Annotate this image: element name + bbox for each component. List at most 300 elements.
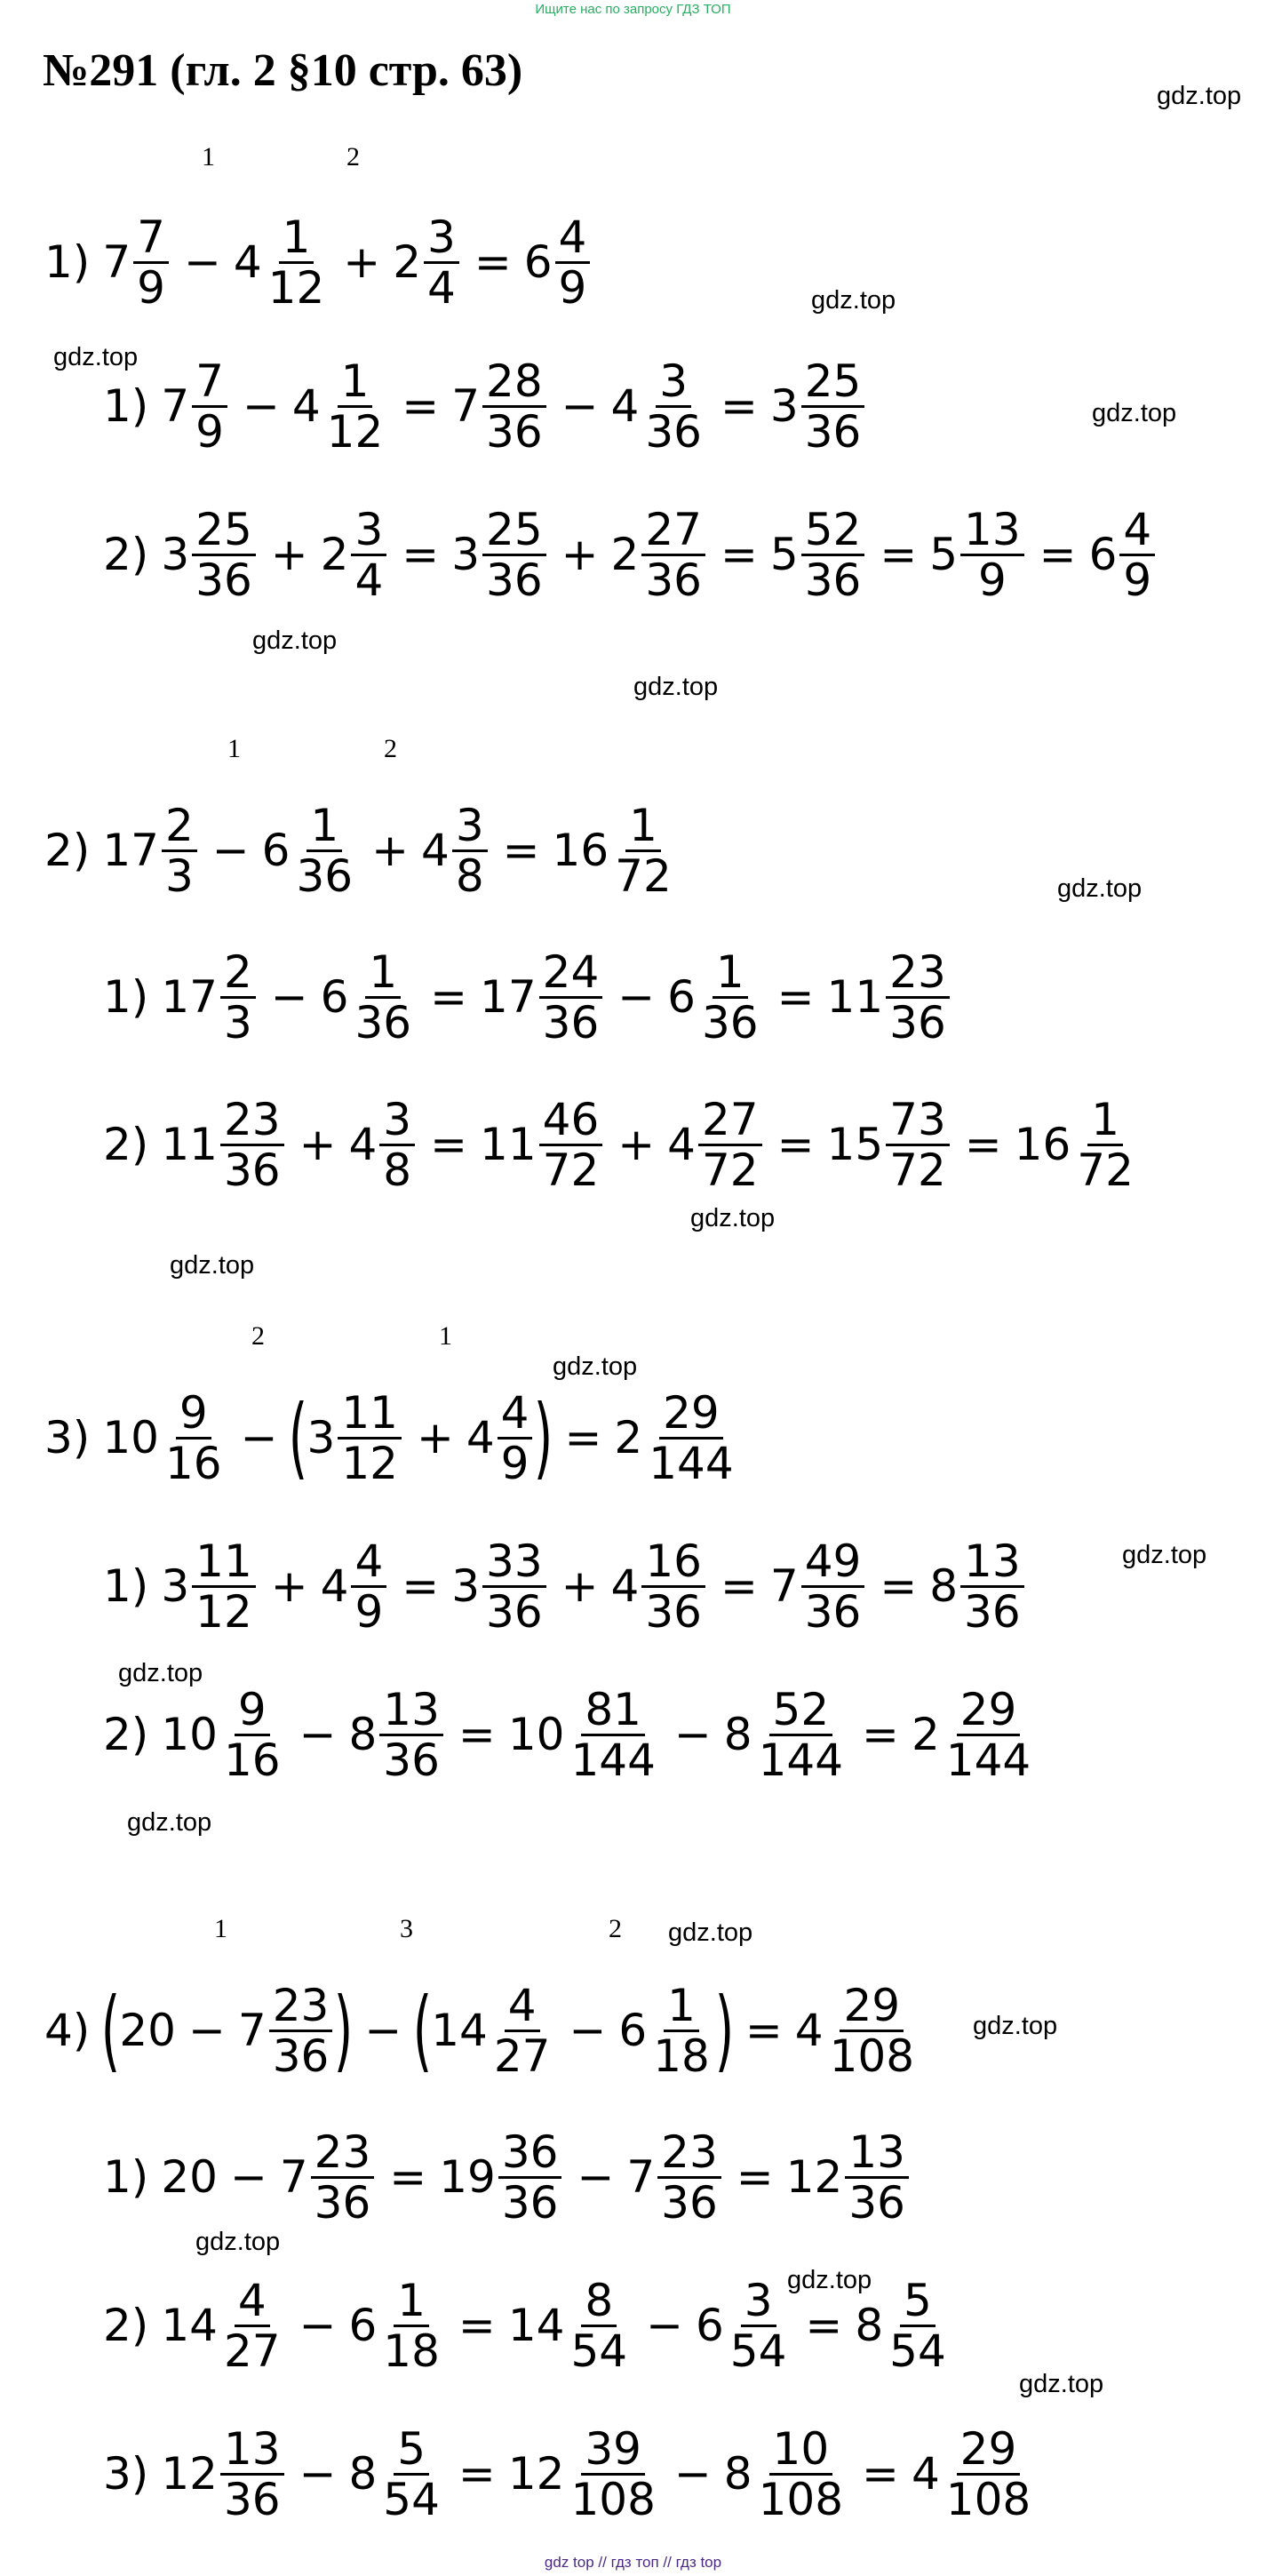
numerator: 7 <box>133 213 169 264</box>
whole: 4 <box>421 825 450 876</box>
fraction <box>482 357 546 456</box>
numerator: 1 <box>279 213 315 264</box>
denominator: 9 <box>558 261 587 314</box>
problem-2-step-1: 1) 17 $\frac{2}{3}$ − 6 $\frac{1}{36}$ = 17 $\frac{24}{36}$ − 6 $\frac{1}{36}$ = 11 $\frac{23}{36}$ <box>103 945 952 1049</box>
whole: 3 <box>451 1560 481 1612</box>
fraction <box>943 2422 1034 2525</box>
order-number: 1 <box>439 1321 452 1351</box>
fraction <box>567 1683 658 1786</box>
fraction <box>698 945 762 1049</box>
fraction <box>220 1683 284 1786</box>
watermark: gdz.top <box>127 1808 212 1837</box>
fraction <box>424 213 459 312</box>
denominator: 54 <box>383 2473 440 2525</box>
denominator: 4 <box>354 554 384 606</box>
left-paren: ( <box>101 1978 121 2082</box>
whole: 4 <box>291 380 321 432</box>
whole: 4 <box>610 1560 640 1612</box>
numerator: 29 <box>659 1389 723 1440</box>
problem-3-step-1: 1) 3 $\frac{11}{12}$ + 4 $\frac{4}{9}$ = 3 $\frac{33}{36}$ + 4 $\frac{16}{36}$ = 7 $\frac{49}{36}$ = 8 $\frac{13}{36}$ <box>103 1534 1027 1639</box>
denominator: 9 <box>500 1437 529 1489</box>
numerator: 4 <box>555 213 591 264</box>
whole: 2 <box>614 1412 643 1463</box>
denominator: 9 <box>977 554 1007 606</box>
numerator: 1 <box>625 802 661 852</box>
numerator: 3 <box>379 1096 415 1146</box>
fraction <box>351 1537 386 1636</box>
whole: 7 <box>102 236 131 288</box>
numerator: 28 <box>482 357 546 408</box>
whole: 10 <box>102 1412 159 1463</box>
denominator: 36 <box>223 1144 281 1196</box>
denominator: 36 <box>486 1585 543 1638</box>
denominator: 108 <box>570 2473 656 2525</box>
step-label: 1) <box>103 380 149 432</box>
footer-links[interactable]: gdz top // гдз топ // гдз top <box>544 2554 722 2571</box>
fraction <box>641 503 705 606</box>
whole: 11 <box>161 1119 218 1170</box>
whole: 6 <box>523 236 553 288</box>
fraction <box>641 1537 705 1636</box>
whole: 6 <box>667 971 696 1023</box>
numerator: 10 <box>769 2425 833 2476</box>
fraction <box>539 1093 603 1196</box>
fraction <box>220 2422 284 2525</box>
whole: 7 <box>237 2005 267 2056</box>
numerator: 13 <box>960 506 1024 556</box>
whole: 8 <box>929 1560 959 1612</box>
fraction <box>1073 1093 1137 1196</box>
numerator: 9 <box>176 1389 211 1440</box>
problem-4-step-2: 2) 14 $\frac{4}{27}$ − 6 $\frac{1}{18}$ = 14 $\frac{8}{54}$ − 6 $\frac{3}{54}$ = 8 $\frac{5}{54}$ <box>103 2273 952 2378</box>
numerator: 73 <box>886 1096 950 1146</box>
denominator: 16 <box>164 1437 222 1489</box>
fraction <box>1119 503 1155 606</box>
whole: 3 <box>451 529 481 580</box>
numerator: 4 <box>235 2277 270 2327</box>
denominator: 9 <box>137 261 165 314</box>
watermark: gdz.top <box>690 1204 776 1232</box>
fraction <box>162 1386 226 1489</box>
fraction <box>801 357 865 456</box>
whole: 7 <box>626 2151 656 2203</box>
numerator: 13 <box>379 1686 443 1736</box>
numerator: 49 <box>801 1537 865 1588</box>
fraction <box>567 2274 631 2377</box>
fraction <box>611 799 675 902</box>
denominator: 3 <box>164 849 194 902</box>
whole: 2 <box>911 1709 940 1760</box>
numerator: 23 <box>269 1982 333 2032</box>
numerator: 13 <box>960 1537 1024 1588</box>
fraction <box>452 799 488 902</box>
problem-3-step-2: 2) 10 $\frac{9}{16}$ − 8 $\frac{13}{36}$ = 10 $\frac{81}{144}$ − 8 $\frac{52}{144}$ = 2 $\frac{29}{144}$ <box>103 1682 1037 1787</box>
watermark: gdz.top <box>811 286 896 315</box>
fraction <box>379 2274 443 2377</box>
whole: 6 <box>1088 529 1118 580</box>
step-label: 2) <box>103 1119 149 1170</box>
denominator: 36 <box>272 2030 330 2082</box>
fraction <box>220 1093 284 1196</box>
fraction <box>649 1979 713 2082</box>
numerator: 25 <box>192 506 256 556</box>
fraction <box>755 2422 847 2525</box>
watermark: gdz.top <box>633 673 719 701</box>
numerator: 36 <box>498 2128 562 2179</box>
numerator: 39 <box>581 2425 645 2476</box>
watermark: gdz.top <box>787 2266 872 2294</box>
whole: 17 <box>102 825 159 876</box>
denominator: 36 <box>383 1734 440 1786</box>
numerator: 23 <box>311 2128 375 2179</box>
denominator: 36 <box>195 554 252 606</box>
whole: 11 <box>826 971 884 1023</box>
fraction <box>351 945 415 1049</box>
fraction <box>265 213 329 312</box>
problem-1-step-2: 2) 3 $\frac{25}{36}$ + 2 $\frac{3}{4}$ = 3 $\frac{25}{36}$ + 2 $\frac{27}{36}$ = 5 $\frac{52}{36}$ = 5 $\frac{13}{9}$ = 6 $\frac{4}{9}$ <box>103 502 1158 607</box>
order-number: 2 <box>346 142 360 171</box>
fraction <box>657 2125 721 2229</box>
denominator: 36 <box>701 996 759 1049</box>
whole: 7 <box>279 2151 308 2203</box>
numerator: 2 <box>220 948 256 999</box>
fraction <box>338 1386 402 1489</box>
numerator: 52 <box>801 506 865 556</box>
numerator: 23 <box>220 1096 284 1146</box>
fraction <box>886 2274 950 2377</box>
denominator: 12 <box>326 405 384 458</box>
denominator: 18 <box>383 2325 440 2377</box>
numerator: 24 <box>539 948 603 999</box>
whole: 5 <box>929 529 959 580</box>
denominator: 72 <box>615 849 672 902</box>
order-number: 2 <box>251 1321 265 1351</box>
numerator: 25 <box>482 506 546 556</box>
right-paren: ) <box>534 1385 553 1489</box>
numerator: 29 <box>957 1686 1021 1736</box>
watermark: gdz.top <box>1057 874 1143 903</box>
whole: 4 <box>320 1560 349 1612</box>
fraction <box>886 1093 950 1196</box>
fraction <box>645 1386 737 1489</box>
order-number: 3 <box>400 1914 413 1943</box>
denominator: 144 <box>649 1437 734 1489</box>
whole: 8 <box>348 1709 378 1760</box>
denominator: 36 <box>889 996 946 1049</box>
denominator: 72 <box>889 1144 946 1196</box>
denominator: 9 <box>1123 554 1152 606</box>
numerator: 2 <box>162 802 197 852</box>
fraction <box>482 1537 546 1636</box>
fraction <box>567 2422 658 2525</box>
numerator: 23 <box>886 948 950 999</box>
denominator: 72 <box>1077 1144 1134 1196</box>
denominator: 12 <box>341 1437 398 1489</box>
fraction <box>192 1537 256 1636</box>
numerator: 11 <box>338 1389 402 1440</box>
numerator: 23 <box>657 2128 721 2179</box>
whole: 6 <box>618 2005 648 2056</box>
fraction <box>162 799 197 902</box>
fraction <box>292 799 356 902</box>
whole: 4 <box>466 1412 495 1463</box>
problem-label: 1) <box>44 236 91 288</box>
numerator: 4 <box>351 1537 386 1588</box>
fraction <box>269 1979 333 2082</box>
denominator: 108 <box>758 2473 844 2525</box>
numerator: 81 <box>581 1686 645 1736</box>
whole: 17 <box>480 971 537 1023</box>
numerator: 27 <box>698 1096 762 1146</box>
left-paren: ( <box>289 1385 308 1489</box>
fraction <box>727 2274 791 2377</box>
denominator: 36 <box>661 2176 718 2229</box>
order-number: 1 <box>202 142 215 171</box>
numerator: 13 <box>220 2425 284 2476</box>
whole: 6 <box>348 2300 378 2351</box>
denominator: 12 <box>267 261 325 314</box>
denominator: 9 <box>354 1585 384 1638</box>
denominator: 3 <box>223 996 252 1049</box>
numerator: 16 <box>641 1537 705 1588</box>
fraction <box>490 1979 554 2082</box>
numerator: 46 <box>539 1096 603 1146</box>
numerator: 3 <box>351 506 386 556</box>
watermark: gdz.top <box>170 1251 255 1280</box>
problem-1-expression: 1) 7 $\frac{7}{9}$ − 4 $\frac{1}{12}$ + 2 $\frac{3}{4}$ = 6 $\frac{4}{9}$ <box>44 210 593 315</box>
denominator: 18 <box>653 2030 710 2082</box>
page-title: №291 (гл. 2 §10 стр. 63) <box>43 45 523 96</box>
step-label: 3) <box>103 2448 149 2500</box>
whole: 8 <box>723 2448 752 2500</box>
denominator: 36 <box>296 849 354 902</box>
whole: 4 <box>667 1119 696 1170</box>
numerator: 13 <box>845 2128 909 2179</box>
whole: 7 <box>451 380 481 432</box>
whole: 4 <box>794 2005 824 2056</box>
denominator: 108 <box>829 2030 915 2082</box>
denominator: 72 <box>542 1144 600 1196</box>
watermark: gdz.top <box>118 1659 203 1687</box>
numerator: 1 <box>1087 1096 1123 1146</box>
fraction <box>698 1093 762 1196</box>
numerator: 1 <box>664 1982 699 2032</box>
fraction <box>801 1537 865 1636</box>
numerator: 8 <box>581 2277 617 2327</box>
order-number: 2 <box>609 1914 622 1943</box>
problem-2-step-2: 2) 11 $\frac{23}{36}$ + 4 $\frac{3}{8}$ = 11 $\frac{46}{72}$ + 4 $\frac{27}{72}$ = 15 $\frac{73}{72}$ = 16 $\frac{1}{72}$ <box>103 1092 1140 1197</box>
numerator: 5 <box>394 2425 429 2476</box>
denominator: 36 <box>804 554 862 606</box>
denominator: 36 <box>964 1585 1021 1638</box>
problem-1-step-1: 1) 7 $\frac{7}{9}$ − 4 $\frac{1}{12}$ = 7 $\frac{28}{36}$ − 4 $\frac{3}{36}$ = 3 $\frac{25}{36}$ <box>103 354 867 459</box>
denominator: 36 <box>542 996 600 1049</box>
whole: 3 <box>161 1560 190 1612</box>
step-label: 2) <box>103 2300 149 2351</box>
numerator: 1 <box>307 802 342 852</box>
numerator: 7 <box>192 357 227 408</box>
whole: 11 <box>480 1119 537 1170</box>
watermark: gdz.top <box>1157 82 1242 110</box>
numerator: 11 <box>192 1537 256 1588</box>
whole: 7 <box>769 1560 799 1612</box>
denominator: 54 <box>570 2325 628 2377</box>
whole: 6 <box>695 2300 724 2351</box>
denominator: 36 <box>645 1585 702 1638</box>
numerator: 5 <box>900 2277 936 2327</box>
numerator: 4 <box>498 1389 533 1440</box>
denominator: 54 <box>889 2325 946 2377</box>
denominator: 144 <box>945 1734 1031 1786</box>
denominator: 4 <box>427 261 456 314</box>
right-paren: ) <box>334 1978 354 2082</box>
fraction <box>311 2125 375 2229</box>
denominator: 36 <box>848 2176 905 2229</box>
whole: 3 <box>161 529 190 580</box>
whole: 19 <box>439 2151 496 2203</box>
order-number: 1 <box>214 1914 227 1943</box>
numerator: 29 <box>840 1982 904 2032</box>
denominator: 36 <box>804 405 862 458</box>
watermark: gdz.top <box>553 1352 638 1381</box>
step-label: 2) <box>103 529 149 580</box>
fraction <box>826 1979 918 2082</box>
fraction <box>192 503 256 606</box>
fraction <box>351 503 386 606</box>
numerator: 27 <box>641 506 705 556</box>
whole: 2 <box>393 236 422 288</box>
problem-2-expression: 2) 17 $\frac{2}{3}$ − 6 $\frac{1}{36}$ + 4 $\frac{3}{8}$ = 16 $\frac{1}{72}$ <box>44 798 678 903</box>
denominator: 36 <box>314 2176 371 2229</box>
right-paren: ) <box>714 1978 735 2082</box>
whole: 14 <box>161 2300 218 2351</box>
whole: 7 <box>161 380 190 432</box>
fraction <box>379 2422 443 2525</box>
whole: 4 <box>911 2448 940 2500</box>
fraction <box>220 945 256 1049</box>
whole: 20 <box>119 2005 176 2056</box>
denominator: 36 <box>804 1585 862 1638</box>
denominator: 8 <box>383 1144 412 1196</box>
step-label: 1) <box>103 2151 149 2203</box>
fraction <box>323 357 387 456</box>
numerator: 3 <box>656 357 691 408</box>
whole: 16 <box>552 825 609 876</box>
whole: 2 <box>320 529 349 580</box>
numerator: 9 <box>235 1686 270 1736</box>
denominator: 8 <box>455 849 484 902</box>
whole: 3 <box>769 380 799 432</box>
fraction <box>539 945 603 1049</box>
problem-4-step-1: 1) 20 − 7 $\frac{23}{36}$ = 19 $\frac{36}{36}$ − 7 $\frac{23}{36}$ = 12 $\frac{13}{36}$ <box>103 2125 912 2229</box>
fraction <box>482 503 546 606</box>
denominator: 144 <box>570 1734 656 1786</box>
denominator: 36 <box>486 405 543 458</box>
whole: 2 <box>610 529 640 580</box>
watermark: gdz.top <box>53 343 139 371</box>
problem-label: 4) <box>44 2005 91 2056</box>
search-banner[interactable]: Ищите нас по запросу ГДЗ ТОП <box>535 2 731 17</box>
numerator: 3 <box>424 213 459 264</box>
fraction <box>801 503 865 606</box>
numerator: 3 <box>452 802 488 852</box>
whole: 6 <box>261 825 291 876</box>
watermark: gdz.top <box>1122 1541 1207 1569</box>
whole: 4 <box>233 236 262 288</box>
whole: 12 <box>507 2448 565 2500</box>
numerator: 52 <box>769 1686 833 1736</box>
denominator: 36 <box>223 2473 281 2525</box>
whole: 17 <box>161 971 218 1023</box>
whole: 12 <box>161 2448 218 2500</box>
watermark: gdz.top <box>973 2012 1058 2040</box>
whole: 4 <box>610 380 640 432</box>
whole: 10 <box>507 1709 565 1760</box>
whole: 6 <box>320 971 349 1023</box>
denominator: 72 <box>701 1144 759 1196</box>
watermark: gdz.top <box>1019 2370 1104 2398</box>
denominator: 12 <box>195 1585 252 1638</box>
numerator: 1 <box>713 948 748 999</box>
whole: 5 <box>769 529 799 580</box>
whole: 20 <box>161 2151 218 2203</box>
denominator: 144 <box>758 1734 844 1786</box>
denominator: 16 <box>223 1734 281 1786</box>
whole: 8 <box>723 1709 752 1760</box>
numerator: 4 <box>1119 506 1155 556</box>
watermark: gdz.top <box>252 626 338 655</box>
problem-label: 3) <box>44 1412 91 1463</box>
fraction <box>960 503 1024 606</box>
fraction <box>641 357 705 456</box>
denominator: 27 <box>493 2030 551 2082</box>
problem-4-expression: 4) ( 20 − 7 $\frac{23}{36}$ ) − ( 14 $\frac{4}{27}$ − 6 $\frac{1}{18}$ ) = 4 $\frac{29}{108}$ <box>44 1978 920 2083</box>
whole: 14 <box>507 2300 565 2351</box>
numerator: 1 <box>365 948 401 999</box>
order-number: 1 <box>227 734 241 763</box>
fraction <box>755 1683 847 1786</box>
fraction <box>943 1683 1034 1786</box>
step-label: 1) <box>103 1560 149 1612</box>
whole: 3 <box>307 1412 336 1463</box>
denominator: 36 <box>645 405 702 458</box>
denominator: 36 <box>354 996 412 1049</box>
whole: 14 <box>431 2005 488 2056</box>
watermark: gdz.top <box>1092 399 1177 427</box>
fraction <box>192 357 227 456</box>
problem-3-expression: 3) 10 $\frac{9}{16}$ − ( 3 $\frac{11}{12}$ + 4 $\frac{4}{9}$ ) = 2 $\frac{29}{144}$ <box>44 1385 740 1490</box>
whole: 8 <box>855 2300 884 2351</box>
fraction <box>498 2125 562 2229</box>
whole: 15 <box>826 1119 884 1170</box>
fraction <box>960 1537 1024 1636</box>
step-label: 1) <box>103 971 149 1023</box>
problem-4-step-3: 3) 12 $\frac{13}{36}$ − 8 $\frac{5}{54}$ = 12 $\frac{39}{108}$ − 8 $\frac{10}{108}$ = 4 $\frac{29}{108}$ <box>103 2421 1037 2526</box>
denominator: 27 <box>223 2325 281 2377</box>
denominator: 9 <box>195 405 224 458</box>
fraction <box>845 2125 909 2229</box>
whole: 8 <box>348 2448 378 2500</box>
watermark: gdz.top <box>668 1918 753 1947</box>
numerator: 1 <box>394 2277 429 2327</box>
fraction <box>886 945 950 1049</box>
denominator: 108 <box>945 2473 1031 2525</box>
left-paren: ( <box>413 1978 433 2082</box>
denominator: 36 <box>501 2176 559 2229</box>
numerator: 25 <box>801 357 865 408</box>
numerator: 4 <box>505 1982 540 2032</box>
fraction <box>555 213 591 312</box>
